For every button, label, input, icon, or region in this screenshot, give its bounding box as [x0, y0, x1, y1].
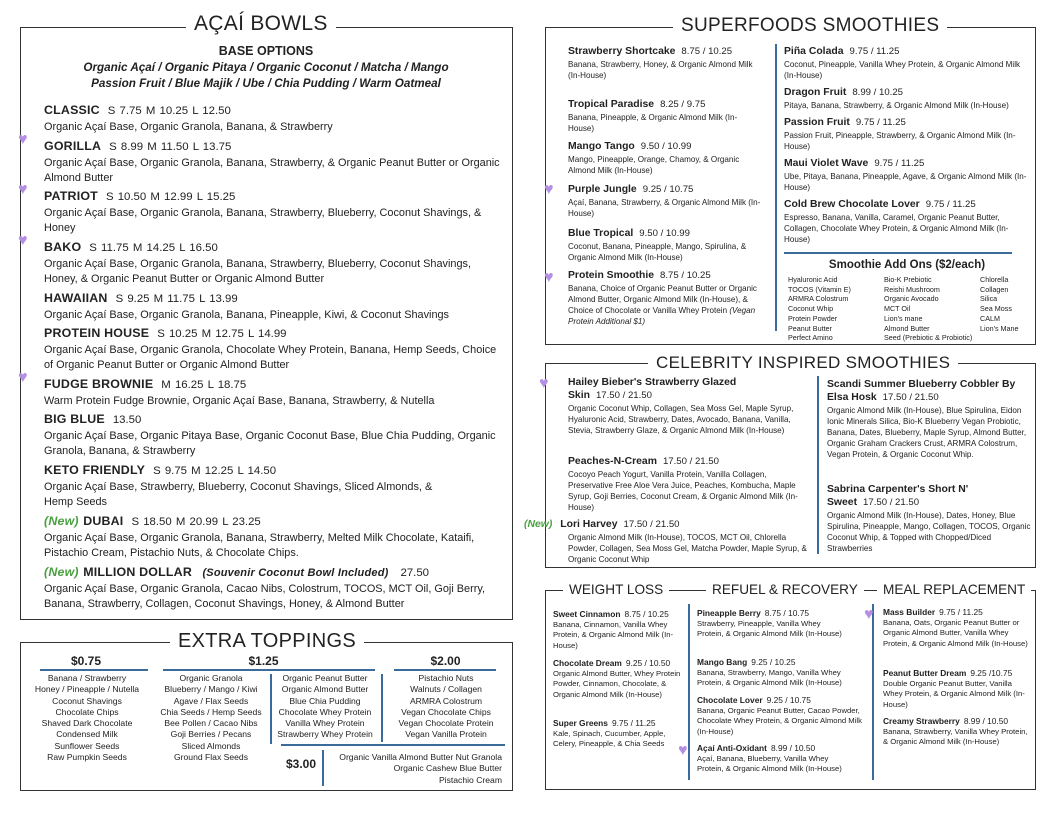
- bowl-price: S 10.50 M 12.99 L 15.25: [105, 191, 236, 203]
- bowl-gorilla: [44, 137, 504, 186]
- meal-replacement-title: MEAL REPLACEMENT: [877, 582, 1031, 597]
- bowl-desc: Organic Açaí Base, Organic Granola, Banana, Strawberry, & Organic Peanut Butter or Organic Almond Butter: [44, 157, 500, 184]
- weight-super-greens: Super Greens 9.75 / 11.25 Kale, Spinach, Cucumber, Apple, Celery, Pineapple, & Chia Seeds: [553, 718, 666, 749]
- divider: [281, 744, 505, 746]
- toppings-col-125a: Organic Granola Blueberry / Mango / Kiwi Agave / Flax Seeds Chia Seeds / Hemp Seeds Bee Pollen / Cacao Nibs Goji Berries / Pecans Sliced Almonds Ground Flax Seeds: [160, 673, 262, 763]
- bowl-name: DUBAI: [83, 514, 124, 528]
- bowl-name: PATRIOT: [44, 189, 98, 203]
- new-badge: (New): [44, 565, 79, 579]
- bowl-protein-house: [44, 324, 504, 373]
- heart-icon: ♥: [864, 606, 874, 623]
- weight-chocolate-dream: Chocolate Dream 9.25 / 10.50 Organic Almond Butter, Whey Protein Powder, Cinnamon, Chocolate, & Organic Almond Milk (In-House): [553, 658, 681, 699]
- bowl-classic: [44, 101, 504, 135]
- addons-col2: Bio-K Prebiotic Reishi Mushroom Organic Avocado MCT Oil Lion's mane Almond Butter Seed (Prebiotic & Probiotic): [884, 275, 973, 343]
- bowl-name: FUDGE BROWNIE: [44, 377, 154, 391]
- heart-icon: ♥: [18, 131, 28, 148]
- smoothie-mango-tango: Mango Tango 9.50 / 10.99 Mango, Pineapple, Orange, Chamoy, & Organic Almond Milk (In-House): [568, 141, 740, 175]
- refuel-title: REFUEL & RECOVERY: [706, 582, 864, 597]
- bowl-desc: Organic Açaí Base, Organic Granola, Cacao Nibs, Colostrum, TOCOS, MCT Oil, Goji Berry, Banana, Strawberry, Collagen, Coconut Shavings, Honey, & Almond Butter: [44, 583, 486, 610]
- bowl-patriot: [44, 187, 504, 236]
- bowl-name: HAWAIIAN: [44, 291, 108, 305]
- bowl-desc: Organic Açaí Base, Organic Granola, Banana, Pineapple, Kiwi, & Coconut Shavings: [44, 309, 450, 321]
- bowl-price: 13.50: [112, 414, 142, 426]
- heart-icon: ♥: [539, 375, 549, 392]
- heart-icon: ♥: [544, 181, 554, 198]
- celebrity-hailey-bieber: Hailey Bieber's Strawberry Glazed Skin 17.50 / 21.50 Organic Coconut Whip, Collagen, Sea Moss Gel, Maple Syrup, Hyaluronic Acid, Strawberry, Dates, Avocado, Banana, Vanilla, Stevia, Strawberry Glaze, & Organic Almond Milk (In-House): [568, 377, 794, 435]
- meal-mass-builder: Mass Builder 9.75 / 11.25 Banana, Oats, Organic Peanut Butter or Organic Almond Butter, Vanilla Whey Protein, & Organic Almond Milk (In-House): [883, 607, 1028, 648]
- celebrity-title: CELEBRITY INSPIRED SMOOTHIES: [648, 353, 958, 373]
- bowl-price: S 10.25 M 12.75 L 14.99: [157, 328, 287, 340]
- smoothie-protein: Protein Smoothie 8.75 / 10.25 Banana, Choice of Organic Peanut Butter or Organic Almond Butter, Organic Almond Milk (In-House), & Choice of Chocolate or Vanilla Whey Protein (Vegan Protein Additional $1): [568, 270, 757, 326]
- bowl-million-dollar: [44, 563, 504, 612]
- bowl-price: S 9.25 M 11.75 L 13.99: [115, 293, 238, 305]
- bowl-desc: Organic Açaí Base, Organic Pitaya Base, Organic Coconut Base, Blue Chia Pudding, Organic Granola, Banana, & Strawberry: [44, 430, 496, 457]
- heart-icon: ♥: [544, 269, 554, 286]
- bowl-price: S 11.75 M 14.25 L 16.50: [89, 242, 218, 254]
- bowl-desc: Organic Açaí Base, Organic Granola, Banana, Strawberry, Blueberry, Coconut Shavings, Honey, & Organic Peanut Butter or Organic Almond Butter: [44, 258, 471, 285]
- heart-icon: ♥: [678, 742, 688, 759]
- bowl-price: 27.50: [400, 567, 430, 579]
- divider: [163, 669, 375, 671]
- bowl-keto-friendly: [44, 461, 504, 510]
- base-options-line1: Organic Açaí / Organic Pitaya / Organic Coconut / Matcha / Mango: [83, 61, 449, 74]
- base-options-line2: Passion Fruit / Blue Majik / Ube / Chia Pudding / Warm Oatmeal: [91, 77, 441, 90]
- smoothie-dragon-fruit: Dragon Fruit 8.99 / 10.25 Pitaya, Banana, Strawberry, & Organic Almond Milk (In-House): [784, 87, 1009, 110]
- addons-col3: Chlorella Collagen Silica Sea Moss CALM Lion's Mane: [980, 275, 1019, 333]
- bowl-desc: Organic Açaí Base, Strawberry, Blueberry, Coconut Shavings, Sliced Almonds, & Hemp Seeds: [44, 481, 433, 508]
- toppings-col-300: Organic Vanilla Almond Butter Nut Granola Organic Cashew Blue Butter Pistachio Cream: [339, 752, 502, 785]
- weight-loss-title: WEIGHT LOSS: [563, 582, 669, 597]
- bowl-dubai: [44, 512, 504, 561]
- bowl-name: CLASSIC: [44, 103, 100, 117]
- bowl-name: MILLION DOLLAR: [83, 565, 192, 579]
- smoothie-purple-jungle: Purple Jungle 9.25 / 10.75 Açaí, Banana, Strawberry, & Organic Almond Milk (In-House): [568, 184, 761, 218]
- addons-title: Smoothie Add Ons ($2/each): [828, 259, 986, 271]
- divider: [872, 604, 874, 780]
- refuel-mango-bang: Mango Bang 9.25 / 10.25 Banana, Strawberry, Mango, Vanilla Whey Protein, & Organic Almond Milk (In-House): [697, 657, 842, 688]
- bowl-desc: Organic Açaí Base, Organic Granola, Banana, Strawberry, Blueberry, Coconut Shavings, & Honey: [44, 207, 482, 234]
- bowl-name: KETO FRIENDLY: [44, 463, 146, 477]
- bowl-hawaiian: [44, 289, 504, 323]
- weight-sweet-cinnamon: Sweet Cinnamon 8.75 / 10.25 Banana, Cinnamon, Vanilla Whey Protein, & Organic Almond Milk (In-House): [553, 609, 674, 650]
- bowl-desc: Organic Açaí Base, Organic Granola, Banana, Strawberry, Melted Milk Chocolate, Kataifi, Pistachio Cream, Pistachio Nuts, & Chocolate Chips.: [44, 532, 475, 559]
- bowl-desc: Organic Açaí Base, Organic Granola, Chocolate Whey Protein, Banana, Hemp Seeds, Choice of Organic Peanut Butter or Organic Almond Butter: [44, 344, 497, 371]
- heart-icon: ♥: [18, 181, 28, 198]
- meal-creamy-strawberry: Creamy Strawberry 8.99 / 10.50 Banana, Strawberry, Vanilla Whey Protein, & Organic Almond Milk (In-House): [883, 716, 1028, 747]
- toppings-col-200: Pistachio Nuts Walnuts / Collagen ARMRA Colostrum Vegan Chocolate Chips Vegan Chocolate Protein Vegan Vanilla Protein: [398, 673, 494, 740]
- bowl-price: S 9.75 M 12.25 L 14.50: [153, 465, 277, 477]
- superfoods-title: SUPERFOODS SMOOTHIES: [673, 15, 947, 37]
- bowl-desc: Warm Protein Fudge Brownie, Organic Açaí Base, Banana, Strawberry, & Nutella: [44, 395, 435, 407]
- bowl-name: PROTEIN HOUSE: [44, 326, 150, 340]
- divider: [381, 674, 383, 742]
- divider: [322, 750, 324, 786]
- toppings-col-125b: Organic Peanut Butter Organic Almond Butter Blue Chia Pudding Chocolate Whey Protein Vanilla Whey Protein Strawberry Whey Protein: [277, 673, 373, 740]
- refuel-acai-anti-oxidant: Açaí Anti-Oxidant 8.99 / 10.50 Açaí, Banana, Blueberry, Vanilla Whey Protein, & Organic Almond Milk (In-House): [697, 743, 842, 774]
- bowl-price: S 18.50 M 20.99 L 23.25: [131, 516, 261, 528]
- heart-icon: ♥: [18, 232, 28, 249]
- smoothie-strawberry-shortcake: Strawberry Shortcake 8.75 / 10.25 Banana, Strawberry, Honey, & Organic Almond Milk (In-House): [568, 46, 753, 80]
- smoothie-blue-tropical: Blue Tropical 9.50 / 10.99 Coconut, Banana, Pineapple, Mango, Spirulina, & Organic Almond Milk (In-House): [568, 228, 747, 262]
- divider: [394, 669, 496, 671]
- heart-icon: ♥: [18, 369, 28, 386]
- celebrity-peaches-n-cream: Peaches-N-Cream 17.50 / 21.50 Cocoyo Peach Yogurt, Vanilla Protein, Vanilla Collagen, Preservative Free Aloe Vera Juice, Peaches, Kombucha, Maple Syrup, Goji Berries, Coconut Cream, & Organic Almond Milk (In-House): [568, 456, 798, 512]
- meal-peanut-butter-dream: Peanut Butter Dream 9.25 /10.75 Double Organic Peanut Butter, Vanilla Whey Protein, & Organic Almond Milk (In-House): [883, 668, 1025, 709]
- bowl-fudge-brownie: [44, 375, 504, 409]
- celebrity-elsa-hosk: Scandi Summer Blueberry Cobbler By Elsa Hosk 17.50 / 21.50 Organic Almond Milk (In-House), Blue Spirulina, Eidon Ionic Minerals Silica, Bio-K Blueberry Vegan Probiotic, Banana, Dates, Blueberry, Maple Syrup, Almond Butter, Organic Graham Crackers Crust, ARMRA Colostrum, Vegan Protein, & Organic Coconut Whip.: [827, 379, 1027, 459]
- refuel-chocolate-lover: Chocolate Lover 9.25 / 10.75 Banana, Organic Peanut Butter, Cacao Powder, Chocolate Whey Protein, & Organic Almond Milk (In-House): [697, 695, 862, 736]
- celebrity-sabrina-carpenter: Sabrina Carpenter's Short N' Sweet 17.50 / 21.50 Organic Almond Milk (In-House), Dates, Honey, Blue Spirulina, Pineapple, Mango, Collagen, TOCOS, Organic Coconut Whip, & Topped with Chopped/Diced Strawberries: [827, 484, 1031, 553]
- acai-bowls-title: AÇAÍ BOWLS: [186, 12, 336, 36]
- celebrity-lori-harvey: (New) Lori Harvey 17.50 / 21.50 Organic Almond Milk (In-House), TOCOS, MCT Oil, Chlorella Powder, Collagen, Sea Moss Gel, Matcha Powder, Maple Syrup, & Organic Coconut Whip: [524, 519, 807, 564]
- price-300-heading: $3.00: [285, 757, 317, 771]
- smoothie-pina-colada: Piña Colada 9.75 / 11.25 Coconut, Pineapple, Vanilla Whey Protein, & Organic Almond Milk (In-House): [784, 46, 1021, 80]
- divider: [784, 252, 1012, 254]
- bowl-bako: [44, 238, 504, 287]
- smoothie-cold-brew-chocolate-lover: Cold Brew Chocolate Lover 9.75 / 11.25 Espresso, Banana, Vanilla, Caramel, Organic Peanut Butter, Collagen, Chocolate Whey Protein, & Organic Almond Milk (In-House): [784, 199, 1009, 244]
- extra-toppings-title: EXTRA TOPPINGS: [170, 630, 364, 653]
- divider: [40, 669, 148, 671]
- new-badge: (New): [44, 514, 79, 528]
- bowl-price: M 16.25 L 18.75: [161, 379, 247, 391]
- bowl-note: (Souvenir Coconut Bowl Included): [202, 567, 389, 579]
- bowl-name: BAKO: [44, 240, 82, 254]
- base-options-title: BASE OPTIONS: [218, 44, 314, 58]
- price-200-heading: $2.00: [430, 654, 461, 668]
- addons-col1: Hyaluronic Acid TOCOS (Vitamin E) ARMRA Colostrum Coconut Whip Protein Powder Peanut Butter Perfect Amino: [788, 275, 851, 343]
- bowl-price: S 7.75 M 10.25 L 12.50: [107, 105, 231, 117]
- price-125-heading: $1.25: [248, 654, 279, 668]
- price-075-heading: $0.75: [70, 654, 102, 668]
- toppings-col-075: Banana / Strawberry Honey / Pineapple / Nutella Coconut Shavings Chocolate Chips Shaved Dark Chocolate Condensed Milk Sunflower Seeds Raw Pumpkin Seeds: [34, 673, 140, 763]
- divider: [775, 44, 777, 331]
- divider: [817, 376, 819, 554]
- bowl-big-blue: [44, 410, 504, 459]
- bowl-name: GORILLA: [44, 139, 102, 153]
- bowl-name: BIG BLUE: [44, 412, 105, 426]
- smoothie-passion-fruit: Passion Fruit 9.75 / 11.25 Passion Fruit, Pineapple, Strawberry, & Organic Almond Milk (In-House): [784, 117, 1016, 151]
- smoothie-tropical-paradise: Tropical Paradise 8.25 / 9.75 Banana, Pineapple, & Organic Almond Milk (In-House): [568, 99, 738, 133]
- smoothie-maui-violet-wave: Maui Violet Wave 9.75 / 11.25 Ube, Pitaya, Banana, Pineapple, Agave, & Organic Almond Milk (In-House): [784, 158, 1027, 192]
- refuel-pineapple-berry: Pineapple Berry 8.75 / 10.75 Strawberry, Pineapple, Vanilla Whey Protein, & Organic Almond Milk (In-House): [697, 608, 842, 639]
- bowl-price: S 8.99 M 11.50 L 13.75: [109, 141, 232, 153]
- bowl-desc: Organic Açaí Base, Organic Granola, Banana, & Strawberry: [44, 121, 333, 133]
